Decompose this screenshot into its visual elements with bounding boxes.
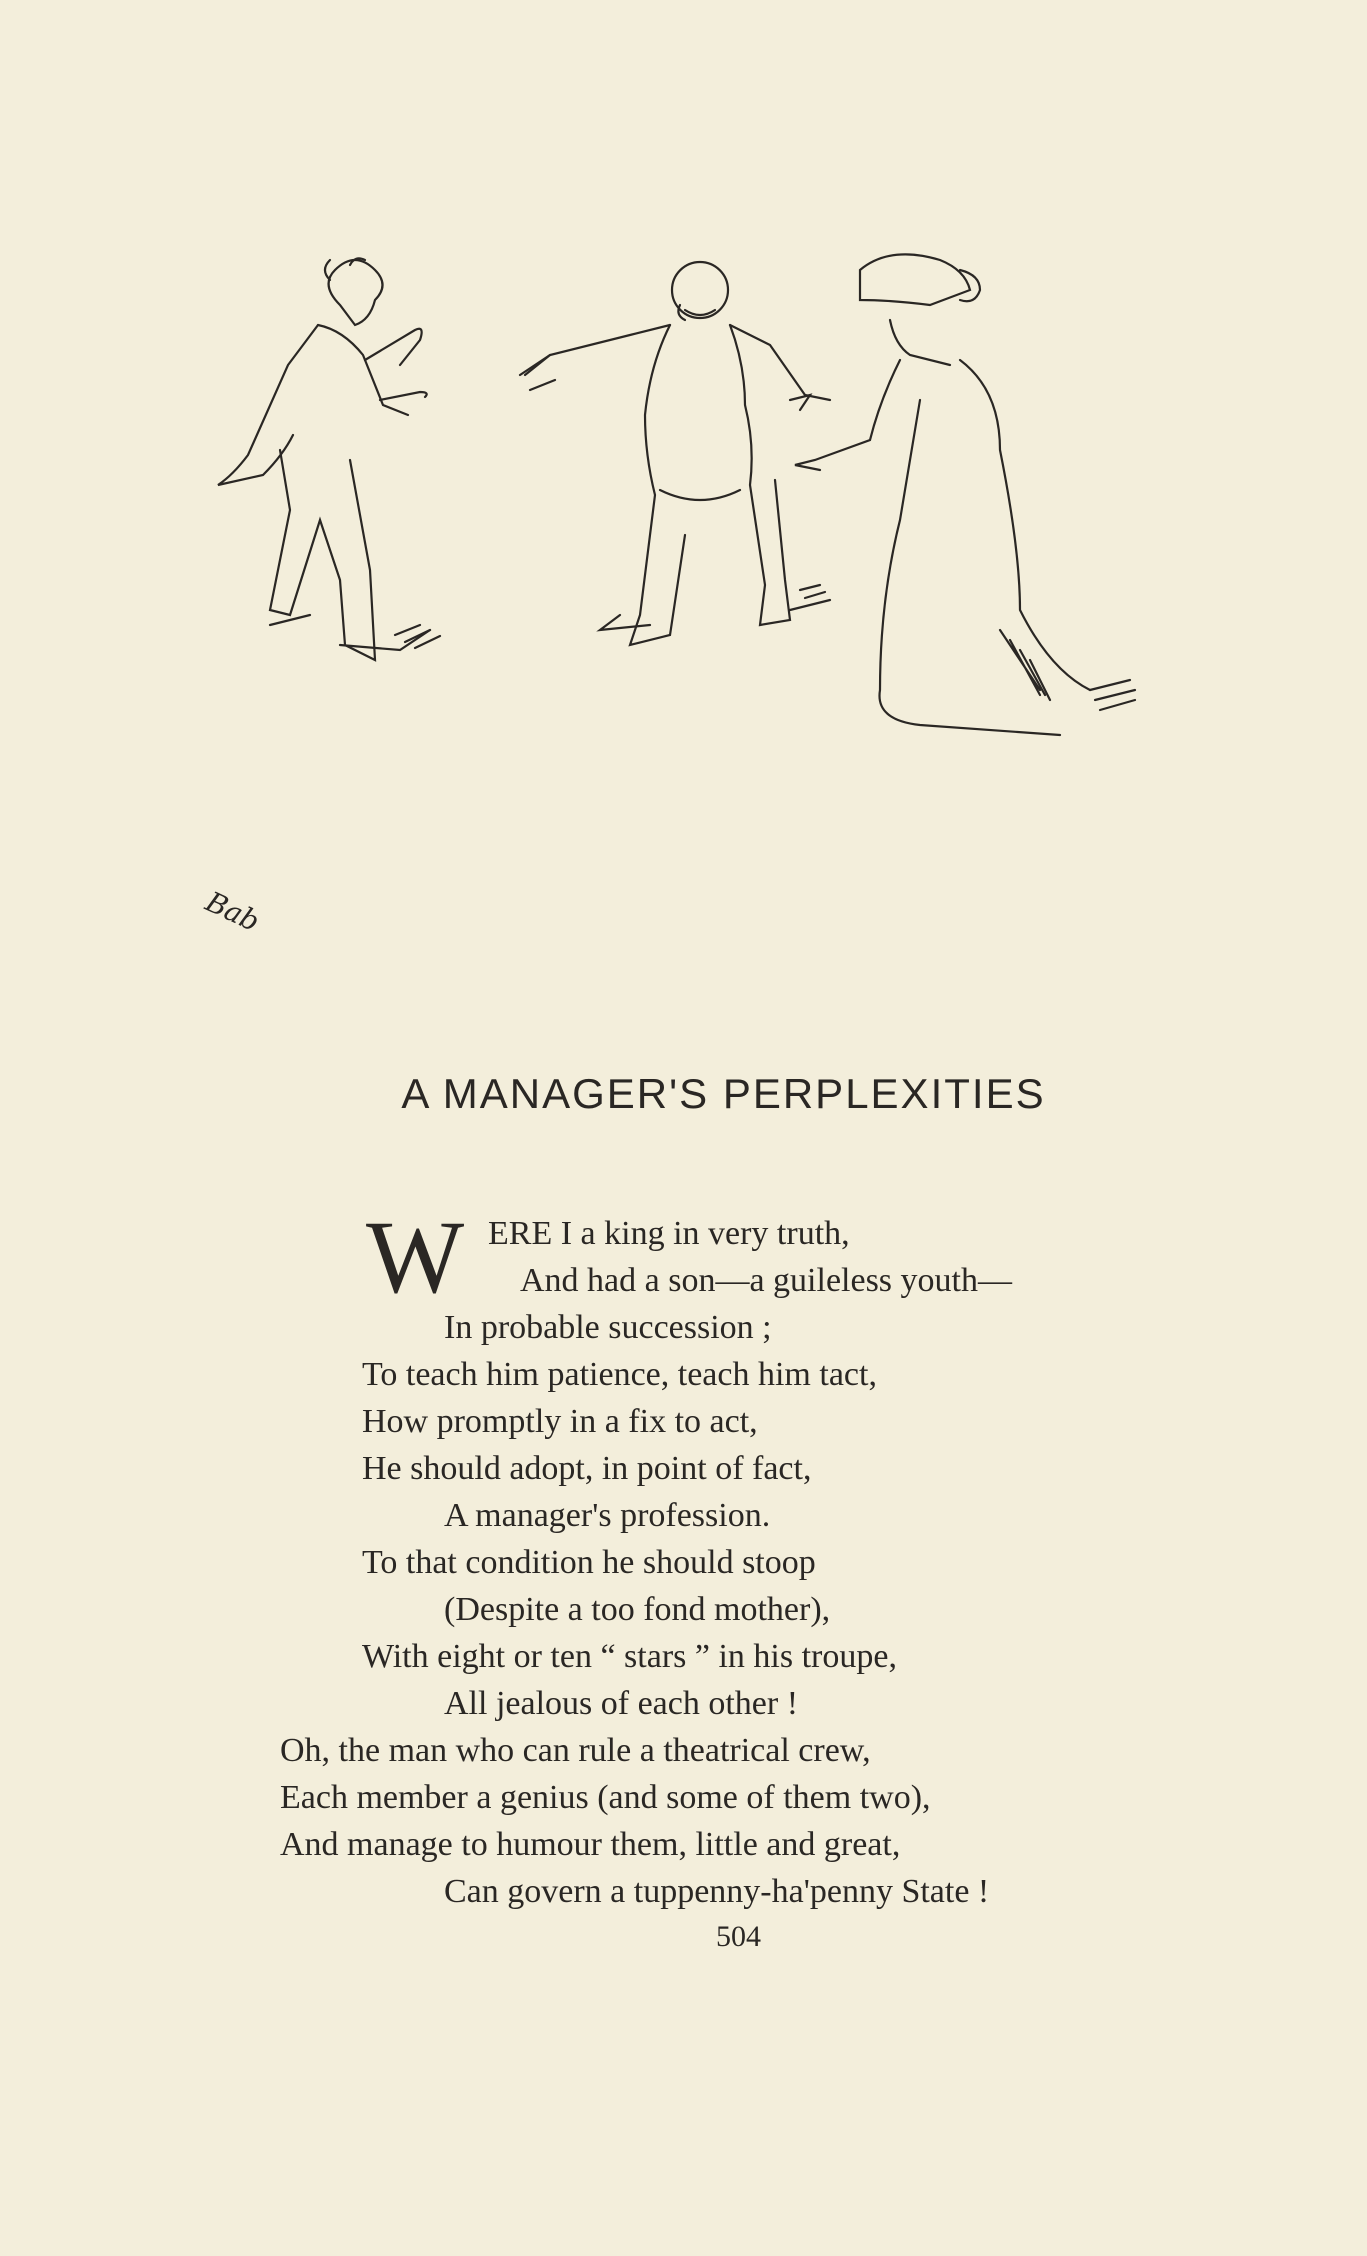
poem-line: Oh, the man who can rule a theatrical crew, bbox=[280, 1732, 871, 1769]
poem-line: (Despite a too fond mother), bbox=[444, 1591, 831, 1628]
poem-line: In probable succession ; bbox=[444, 1309, 772, 1346]
poem-line: Can govern a tuppenny-ha'penny State ! bbox=[444, 1873, 990, 1910]
page-number: 504 bbox=[716, 1920, 761, 1953]
poem-line: ERE I a king in very truth, bbox=[488, 1215, 850, 1252]
poem-line: And manage to humour them, little and great, bbox=[280, 1826, 901, 1863]
young-man-figure bbox=[218, 258, 440, 660]
poem-line: To that condition he should stoop bbox=[362, 1544, 816, 1581]
poem-line: With eight or ten “ stars ” in his troupe, bbox=[362, 1638, 897, 1675]
three-figures-illustration bbox=[200, 250, 1300, 940]
drop-cap: W bbox=[366, 1200, 465, 1315]
manager-figure bbox=[520, 262, 830, 645]
poem-line: Each member a genius (and some of them two), bbox=[280, 1779, 931, 1816]
poem-line: He should adopt, in point of fact, bbox=[362, 1450, 812, 1487]
poem-line: How promptly in a fix to act, bbox=[362, 1403, 758, 1440]
poem-title: A MANAGER'S PERPLEXITIES bbox=[401, 1070, 1046, 1117]
poem-line: And had a son—a guileless youth— bbox=[520, 1262, 1012, 1299]
artist-signature: Bab bbox=[200, 884, 265, 939]
poem-line: All jealous of each other ! bbox=[444, 1685, 799, 1722]
lady-figure bbox=[795, 254, 1135, 735]
poem-line: To teach him patience, teach him tact, bbox=[362, 1356, 877, 1393]
poem-line: A manager's profession. bbox=[444, 1497, 771, 1534]
poem-body bbox=[280, 1200, 1240, 1915]
